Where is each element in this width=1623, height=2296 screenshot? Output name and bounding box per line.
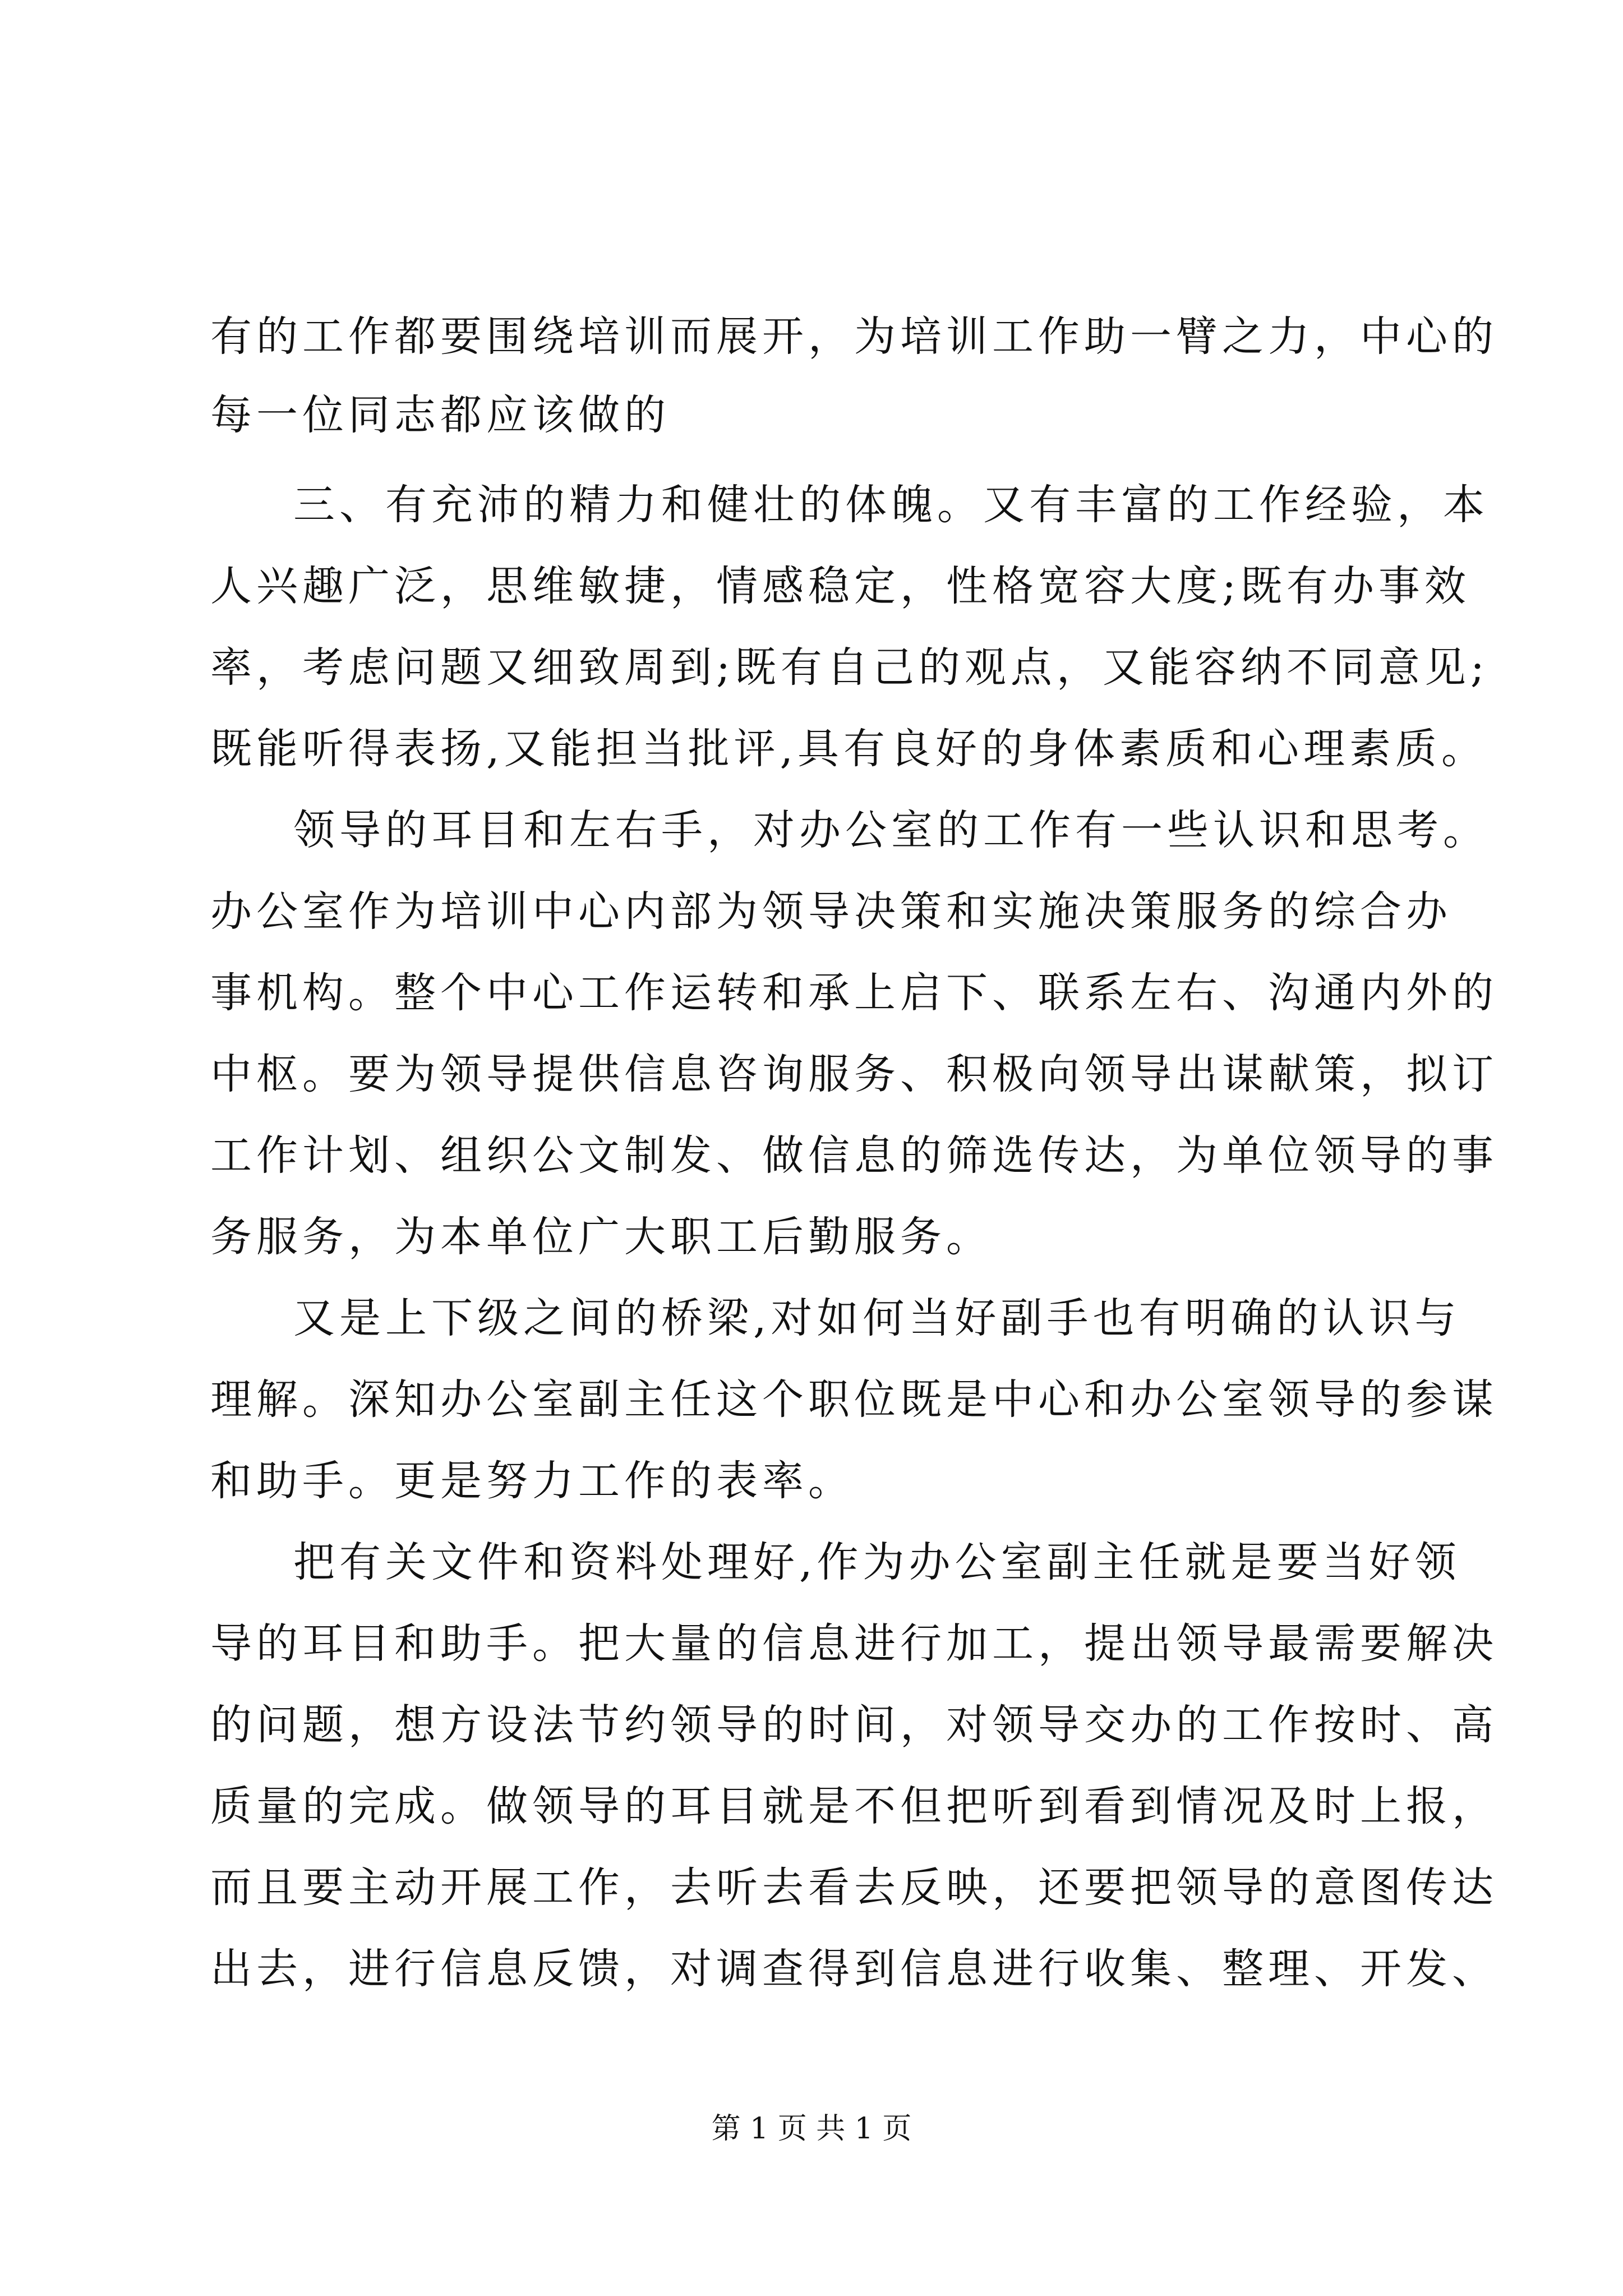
text-line: 既能听得表扬,又能担当批评,具有良好的身体素质和心理素质。 xyxy=(210,725,1488,773)
text-line: 质量的完成。做领导的耳目就是不但把听到看到情况及时上报， xyxy=(210,1782,1498,1830)
paragraph-start-line: 领导的耳目和左右手，对办公室的工作有一些认识和思考。 xyxy=(293,806,1489,854)
text-line: 务服务，为本单位广大职工后勤服务。 xyxy=(210,1213,992,1261)
paragraph-start-line: 又是上下级之间的桥梁,对如何当好副手也有明确的认识与 xyxy=(293,1294,1461,1342)
paragraph-start-line: 把有关文件和资料处理好,作为办公室副主任就是要当好领 xyxy=(293,1538,1461,1586)
text-line: 的问题，想方设法节约领导的时间，对领导交办的工作按时、高 xyxy=(210,1701,1498,1749)
text-line: 中枢。要为领导提供信息咨询服务、积极向领导出谋献策，拟订 xyxy=(210,1050,1498,1098)
text-line: 办公室作为培训中心内部为领导决策和实施决策服务的综合办 xyxy=(210,887,1452,936)
text-line: 而且要主动开展工作，去听去看去反映，还要把领导的意图传达 xyxy=(210,1864,1498,1912)
text-line: 理解。深知办公室副主任这个职位既是中心和办公室领导的参谋 xyxy=(210,1375,1498,1424)
text-line: 率，考虑问题又细致周到;既有自己的观点，又能容纳不同意见; xyxy=(210,643,1489,692)
page-number-footer: 第 1 页 共 1 页 xyxy=(711,2112,912,2146)
text-line: 每一位同志都应该做的 xyxy=(210,391,670,439)
paragraph-start-line: 三、有充沛的精力和健壮的体魄。又有丰富的工作经验，本 xyxy=(293,481,1489,529)
text-line: 工作计划、组织公文制发、做信息的筛选传达，为单位领导的事 xyxy=(210,1131,1498,1180)
text-line: 出去，进行信息反馈，对调查得到信息进行收集、整理、开发、 xyxy=(210,1945,1498,1993)
text-line: 事机构。整个中心工作运转和承上启下、联系左右、沟通内外的 xyxy=(210,969,1498,1017)
text-line: 有的工作都要围绕培训而展开，为培训工作助一臂之力，中心的 xyxy=(210,312,1498,361)
text-line: 人兴趣广泛，思维敏捷，情感稳定，性格宽容大度;既有办事效 xyxy=(210,562,1470,610)
text-line: 和助手。更是努力工作的表率。 xyxy=(210,1457,854,1505)
text-line: 导的耳目和助手。把大量的信息进行加工，提出领导最需要解决 xyxy=(210,1619,1498,1668)
